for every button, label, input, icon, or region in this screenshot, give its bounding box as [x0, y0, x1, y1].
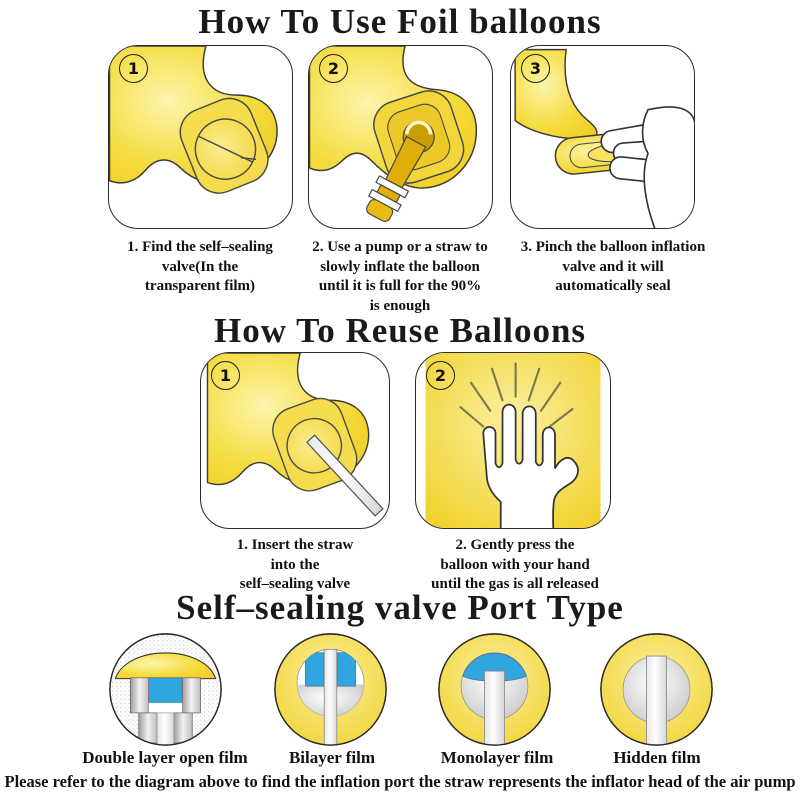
reuse-step2-caption: [395, 536, 635, 595]
step-badge: 2: [426, 361, 455, 390]
footer-note: Please refer to the diagram above to find the inflation port the straw represents the inflator head of the air pump: [4, 772, 796, 791]
caption-line: balloon with your hand: [440, 556, 590, 573]
caption-line: 2. Gently press the: [455, 537, 575, 553]
step-badge: 1: [211, 361, 240, 390]
hidden-film-diagram: [598, 631, 715, 748]
caption-line: slowly inflate the balloon: [320, 258, 480, 275]
port-type-2: [272, 631, 389, 748]
use-step3-panel: [510, 45, 695, 229]
bilayer-film-diagram: [272, 631, 389, 748]
straw-icon: [484, 671, 504, 748]
port-type-4: [598, 631, 715, 748]
port-type-3: [436, 631, 553, 748]
caption-line: valve(In the: [161, 258, 239, 275]
use-step2-panel: [308, 45, 493, 229]
step-badge: 1: [119, 54, 148, 83]
straw-icon: [157, 713, 174, 748]
step-badge: 2: [319, 54, 348, 83]
caption-line: until the gas is all released: [431, 576, 599, 592]
use-step3-caption: [498, 238, 728, 297]
use-step1-panel: [108, 45, 293, 229]
reuse-section-title: How To Reuse Balloons: [213, 311, 587, 350]
monolayer-film-diagram: [436, 631, 553, 748]
ports-section-title: Self–sealing valve Port Type: [176, 588, 624, 627]
double-layer-open-film-diagram: [107, 631, 224, 748]
caption-line: transparent film): [144, 278, 256, 294]
caption-line: is enough: [369, 297, 431, 314]
reuse-step2-panel: [415, 352, 611, 529]
pinching-hand-icon: [600, 107, 694, 228]
caption-line: into the: [270, 556, 320, 573]
port-label-double-layer: Double layer open film: [82, 748, 248, 767]
reuse-step1-caption: [175, 536, 415, 595]
caption-line: automatically seal: [555, 278, 671, 294]
caption-line: 1. Find the self–sealing: [127, 239, 273, 255]
port-label-bilayer: Bilayer film: [288, 748, 376, 767]
straw-icon: [324, 649, 337, 748]
port-type-1: [107, 631, 224, 748]
caption-line: valve and it will: [562, 258, 664, 275]
caption-line: 3. Pinch the balloon inflation: [520, 239, 706, 255]
port-label-monolayer: Monolayer film: [440, 748, 554, 767]
reuse-step1-panel: [200, 352, 390, 529]
port-label-hidden: Hidden film: [613, 748, 701, 767]
straw-icon: [646, 656, 666, 748]
caption-line: 2. Use a pump or a straw to: [312, 239, 488, 255]
port-cross-section: [115, 653, 215, 748]
caption-line: 1. Insert the straw: [236, 537, 354, 553]
use-step1-caption: [90, 238, 310, 297]
use-step2-caption: [290, 238, 510, 316]
caption-line: self–sealing valve: [239, 576, 351, 592]
step-badge: 3: [521, 54, 550, 83]
use-section-title: How To Use Foil balloons: [198, 2, 602, 41]
caption-line: until it is full for the 90%: [318, 278, 482, 294]
valve-blue-layer: [149, 678, 182, 703]
